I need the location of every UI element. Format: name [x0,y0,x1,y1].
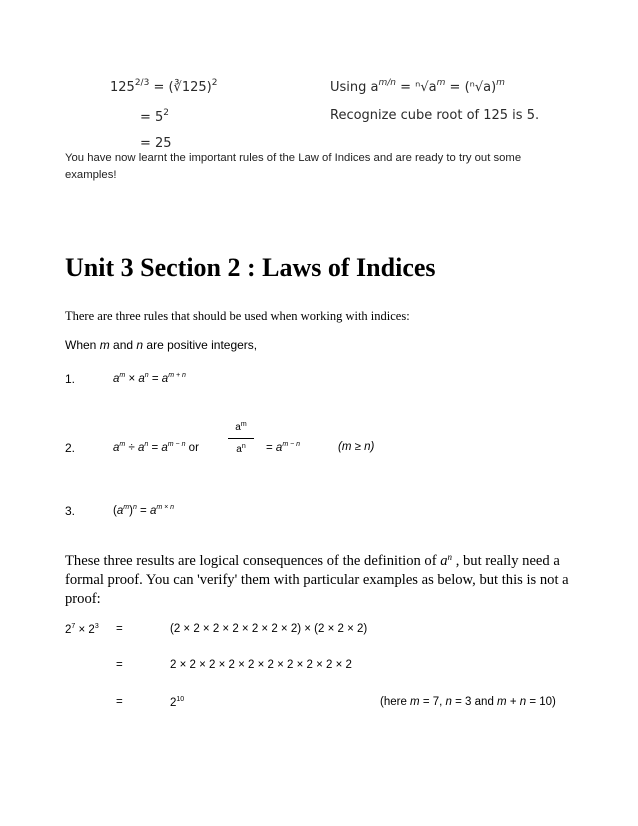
check-equals-2: = [116,659,123,671]
example-equation-line1: $125^{2/3}$ = (∛125)$^2$ [110,78,218,95]
check-equals-1: = [116,623,123,635]
check-row-2: 2 × 2 × 2 × 2 × 2 × 2 × 2 × 2 × 2 × 2 [170,659,352,671]
check-row-1: (2 × 2 × 2 × 2 × 2 × 2 × 2) × (2 × 2 × 2) [170,623,368,635]
intro-sentence: There are three rules that should be used when working with indices: [65,309,410,323]
example-equation-line3: = 25 [140,136,172,151]
rule-1-number: 1. [65,372,76,386]
rule-2-alt-formula: = $a^{m - n}$ [266,441,301,454]
example-equation-line2: = $5^2$ [140,108,170,125]
rule-3-formula: $(a^m)^n = a^{m \times n}$ [113,504,175,517]
rule-1-formula: $a^m \times a^n = a^{m + n}$ [113,372,186,385]
fraction-bar [228,438,254,439]
example-recognize-text: Recognize cube root of 125 is 5. [330,108,540,123]
intro-note: You have now learnt the important rules of the Law of Indices and are ready to try out some examples! [65,152,522,181]
rule-3-number: 3. [65,504,76,518]
fraction-denominator: $a^n$ [236,443,246,455]
rule-2-number: 2. [65,441,76,455]
explanation-paragraph: These three results are logical consequences of the definition of $a^n$ , but really need a formal proof. You can 'verify' them with particular examples as below, but this is not a proof: [65,552,569,607]
check-lhs: $2^7 \times 2^3$ [65,623,99,636]
rule-2-formula: $a^m \div a^n = a^{m - n}$ or [113,441,199,454]
section-heading: Unit 3 Section 2 : Laws of Indices [65,253,436,282]
rule-2-fraction [228,421,254,455]
condition-line: When m and n are positive integers, [65,338,258,352]
check-equals-3: = [116,696,123,708]
example-using-rule: Using $a^{m/n} = ^n√a^m = (^n√a)^m$ [330,78,505,95]
check-row-3: $2^{10}$ [170,696,185,709]
check-note: (here m = 7, n = 3 and m + n = 10) [380,696,556,708]
fraction-numerator: $a^m$ [235,421,247,433]
rule-2-condition: (m ≥ n) [338,441,375,453]
